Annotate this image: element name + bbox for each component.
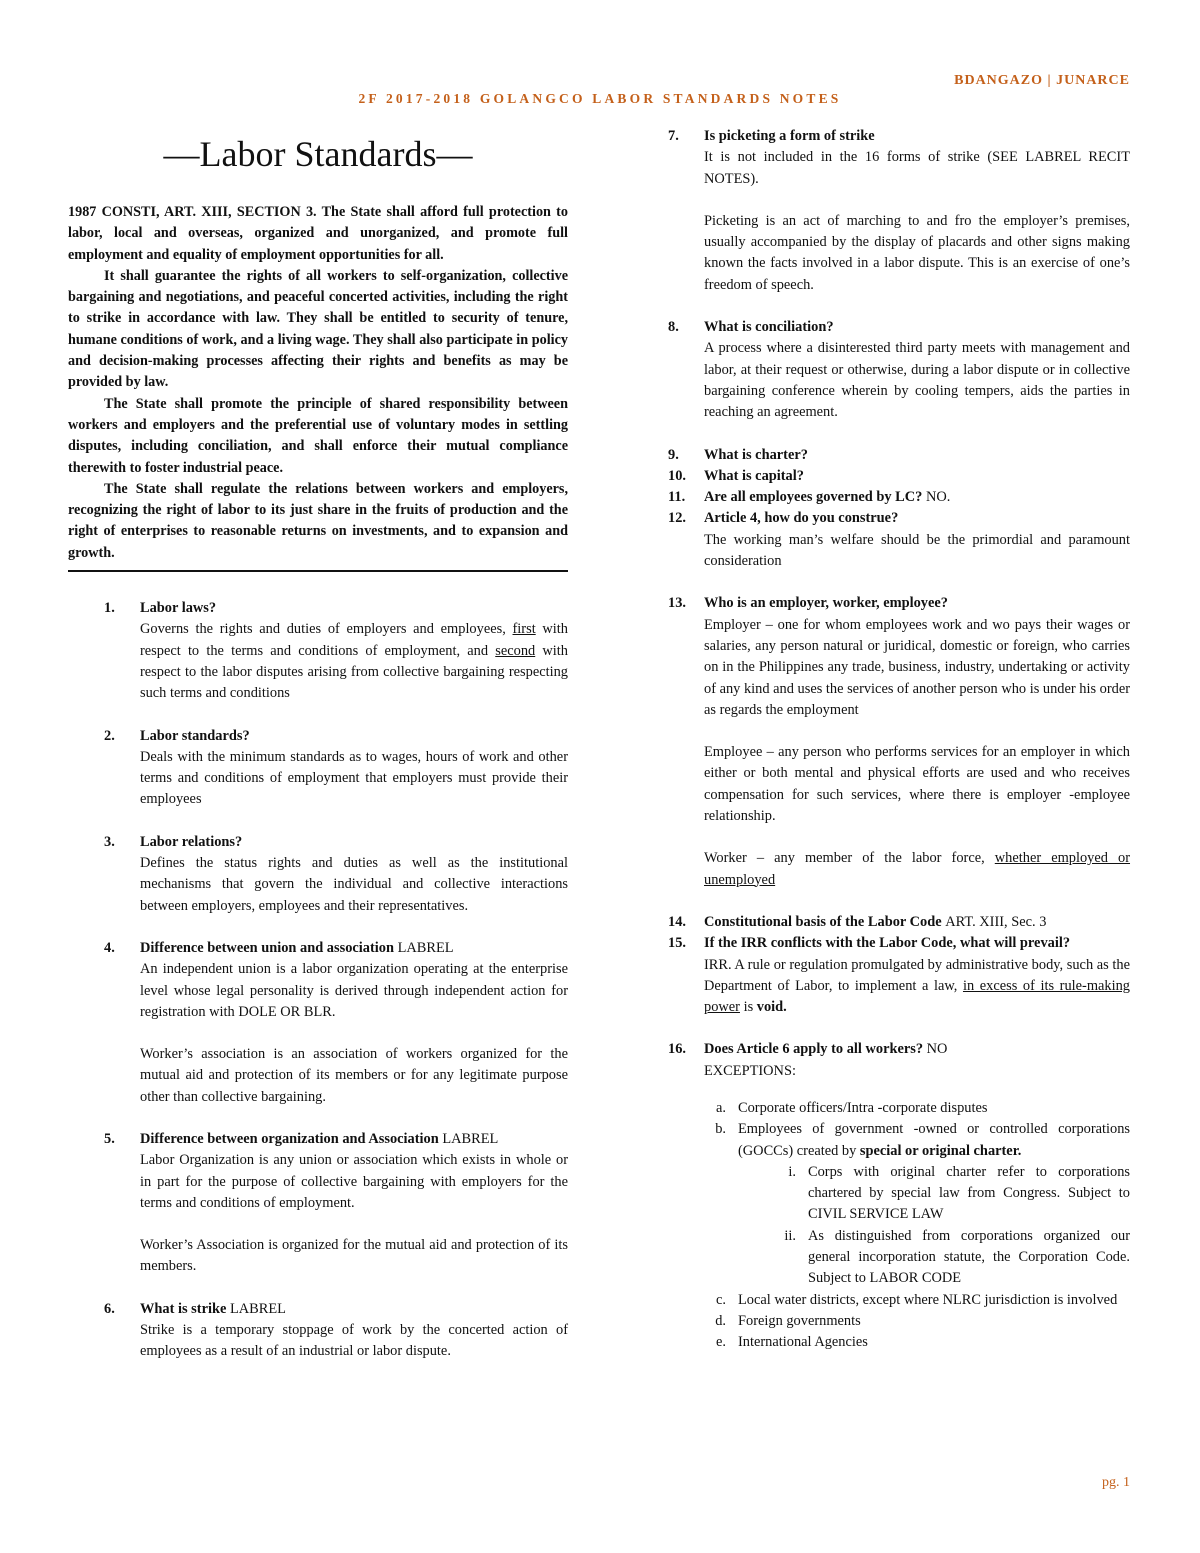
exceptions-label: EXCEPTIONS: <box>704 1062 796 1079</box>
question: What is strike LABREL <box>140 1300 286 1317</box>
list-item-11 <box>668 487 1130 508</box>
exceptions-list <box>668 1098 1130 1354</box>
constitution-excerpt <box>68 202 568 564</box>
page-title: —Labor Standards— <box>163 134 473 174</box>
question: Does Article 6 apply to all workers? NO <box>704 1041 948 1058</box>
question: Who is an employer, worker, employee? <box>704 595 948 612</box>
list-item-16 <box>668 1039 1130 1082</box>
consti-para-2: It shall guarantee the rights of all workers to self-organization, collective bargaining and negotiations, and peaceful concerted activities, including the right to strike in accordance with law. They shall be entitled to security of tenure, humane conditions of work, and a living wage. They shall also participate in policy and decision-making processes affecting their rights and benefits as may be provided by law. <box>68 267 568 391</box>
answer: Worker’s association is an association of workers organized for the mutual aid and protection of its members or for any legitimate purpose other than collective bargaining. <box>140 1046 568 1105</box>
answer: Picketing is an act of marching to and fro the employer’s premises, usually accompanied by the display of placards and other signs making known the facts involved in a labor dispute. This is an exercise of one’s freedom of speech. <box>704 212 1130 293</box>
item-number: 16. <box>668 1041 686 1058</box>
item-number: 15. <box>668 935 686 952</box>
question: Labor standards? <box>140 727 250 744</box>
item-number: 7. <box>668 128 679 144</box>
answer: An independent union is a labor organization operating at the enterprise level whose legal personality is derived through independent action for registration with DOLE OR BLR. <box>140 961 568 1020</box>
question: Is picketing a form of strike <box>704 128 875 144</box>
item-number: 14. <box>668 913 686 930</box>
question: What is conciliation? <box>704 319 834 336</box>
question: What is capital? <box>704 467 804 484</box>
question: Article 4, how do you construe? <box>704 510 899 527</box>
answer: Deals with the minimum standards as to wages, hours of work and other terms and conditions of employment that employers must provide their employees <box>140 748 568 808</box>
item-number: 8. <box>668 319 679 336</box>
item-number: 1. <box>104 600 115 617</box>
answer: The working man’s welfare should be the primordial and paramount consideration <box>704 531 1130 570</box>
answer: Employee – any person who performs services for an employer in which either or both mental and physical efforts are used and who receives compensation for such services, where there is employer -employee relationship. <box>704 744 1130 825</box>
answer: IRR. A rule or regulation promulgated by administrative body, such as the Department of Labor, to implement a law, in excess of its rule-making power is void. <box>704 956 1130 1016</box>
list-item-4 <box>68 938 568 1108</box>
list-item-5 <box>68 1129 568 1278</box>
item-number: 9. <box>668 446 679 463</box>
list-item-8 <box>668 317 1130 423</box>
answer: Worker – any member of the labor force, whether employed or unemployed <box>704 850 1131 888</box>
consti-para-3: The State shall promote the principle of shared responsibility between workers and employers and the preferential use of voluntary modes in settling disputes, including conciliation, and shall enforce their mutual compliance therewith to foster industrial peace. <box>68 395 568 476</box>
question: Labor relations? <box>140 833 243 850</box>
header-subtitle: 2F 2017-2018 GOLANGCO LABOR STANDARDS NOTES <box>358 91 842 106</box>
exception-item-b-ii: ii. As distinguished from corporations organized our general incorporation statute, the Corporation Code. Subject to LABOR CODE <box>784 1227 1130 1287</box>
section-divider <box>68 570 568 572</box>
question: Constitutional basis of the Labor Code ART. XIII, Sec. 3 <box>704 913 1047 930</box>
item-number: 2. <box>104 727 115 744</box>
answer: Labor Organization is any union or association which exists in whole or in part for the purpose of collective bargaining with employers for the terms and conditions of employment. <box>140 1152 568 1211</box>
header-authors: BDANGAZO | JUNARCE <box>954 73 1130 88</box>
list-item-14 <box>668 912 1130 933</box>
exception-item-a: a. Corporate officers/Intra -corporate disputes <box>716 1100 988 1116</box>
item-number: 12. <box>668 510 686 527</box>
list-item-13 <box>668 593 1130 891</box>
exception-item-b-i: i. Corps with original charter refer to corporations chartered by special law from Congress. Subject to CIVIL SERVICE LAW <box>788 1163 1130 1223</box>
page-number: pg. 1 <box>1102 1474 1130 1490</box>
list-item-6 <box>68 1299 568 1363</box>
exception-item-d: d. Foreign governments <box>715 1312 861 1329</box>
list-item-7 <box>668 126 1130 296</box>
question: Labor laws? <box>140 600 217 617</box>
consti-para-4: The State shall regulate the relations between workers and employers, recognizing the right of labor to its just share in the fruits of production and the right of enterprises to reasonable returns on investments, and to expansion and growth. <box>68 480 568 561</box>
answer: A process where a disinterested third party meets with management and labor, at their request or otherwise, during a labor dispute or in collective bargaining conference wherein by cooling tempers, aids the parties in reaching an agreement. <box>704 340 1130 421</box>
item-number: 5. <box>104 1130 115 1147</box>
list-item-12 <box>668 508 1130 572</box>
exception-item-c: c. Local water districts, except where NLRC jurisdiction is involved <box>716 1291 1118 1308</box>
answer: Employer – one for whom employees work and wo pays their wages or salaries, any person natural or juridical, domestic or foreign, who carries on in the Philippines any trade, business, industry, undertaking or activity of any kind and uses the services of another person who is under his order as regards the employment <box>704 616 1131 718</box>
answer: Worker’s Association is organized for the mutual aid and protection of its members. <box>140 1237 568 1275</box>
answer: Governs the rights and duties of employers and employees, first with respect to the terms and conditions of employment, and second with respect to the labor disputes arising from collective bargaining respecting such terms and conditions <box>140 621 568 702</box>
list-item-9 <box>668 445 1130 466</box>
answer: Strike is a temporary stoppage of work by the concerted action of employees as a result of an industrial or labor dispute. <box>140 1322 568 1360</box>
item-number: 11. <box>668 489 686 506</box>
item-number: 4. <box>104 939 115 956</box>
answer: It is not included in the 16 forms of strike (SEE LABREL RECIT NOTES). <box>704 149 1130 187</box>
question: Difference between union and association LABREL <box>140 939 454 956</box>
item-number: 6. <box>104 1300 115 1317</box>
exception-item-b: b. Employees of government -owned or controlled corporations (GOCCs) created by special or original charter. <box>715 1121 1130 1159</box>
list-item-10 <box>668 466 1130 487</box>
item-number: 10. <box>668 467 686 484</box>
list-item-15 <box>668 933 1130 1018</box>
list-item-2 <box>68 726 568 811</box>
answer: Defines the status rights and duties as well as the institutional mechanisms that govern the individual and collective interactions between employers, employees and their representatives. <box>140 855 568 914</box>
right-column <box>668 126 1130 1103</box>
question: Difference between organization and Association LABREL <box>140 1130 499 1147</box>
question: If the IRR conflicts with the Labor Code, what will prevail? <box>704 935 1071 952</box>
left-column <box>68 126 568 1384</box>
question: What is charter? <box>704 446 808 463</box>
item-number: 13. <box>668 595 686 612</box>
list-item-1 <box>68 598 568 704</box>
exception-item-e: e. International Agencies <box>716 1334 868 1351</box>
list-item-3 <box>68 832 568 917</box>
item-number: 3. <box>104 833 115 850</box>
question: Are all employees governed by LC? NO. <box>704 489 951 506</box>
consti-para-1: 1987 CONSTI, ART. XIII, SECTION 3. The State shall afford full protection to labor, local and overseas, organized and unorganized, and promote full employment and equality of employment opportunities for all. <box>68 204 568 263</box>
